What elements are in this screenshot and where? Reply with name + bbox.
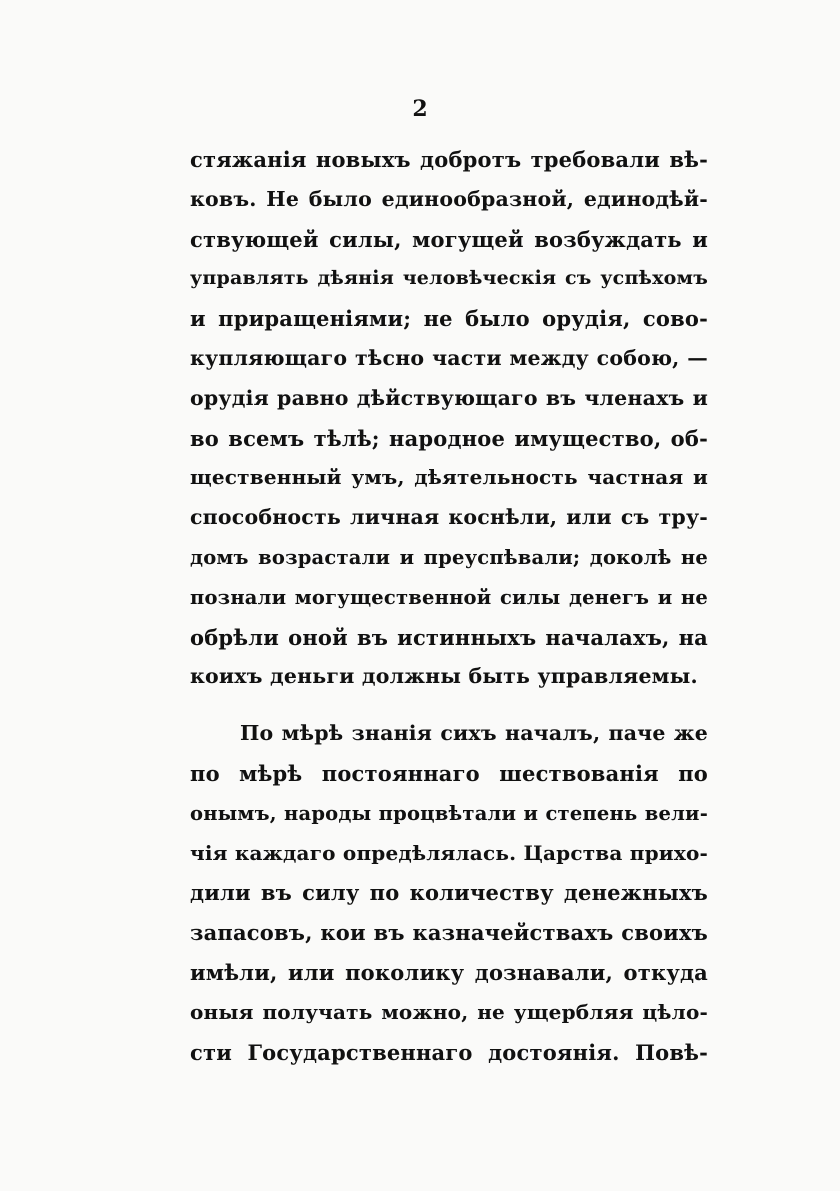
page-number: 2 (412, 96, 428, 122)
text-line: ковъ. Не было единообразной, единодѣй- (190, 186, 708, 211)
text-line: коихъ деньги должны быть управляемы. (190, 664, 698, 689)
text-line: запасовъ, кои въ казначействахъ своихъ (190, 920, 708, 946)
text-line: дили въ силу по количеству денежныхъ (190, 880, 708, 906)
text-line: оныя получать можно, не ущербляя цѣло- (190, 999, 708, 1024)
text-line: купляющаго тѣсно части между собою, — (190, 345, 708, 370)
text-line: онымъ, народы процвѣтали и степень вели- (190, 801, 708, 825)
text-line: сти Государственнаго достоянія. Повѣ- (190, 1039, 708, 1065)
text-line: имѣли, или поколику дознавали, откуда (190, 959, 708, 985)
text-line: стяжанія новыхъ добротъ требовали вѣ- (190, 147, 708, 172)
text-line: по мѣрѣ постояннаго шествованія по (190, 760, 708, 786)
text-line: чія каждаго опредѣлялась. Царства прихо- (190, 840, 708, 865)
text-line: обрѣли оной въ истинныхъ началахъ, на (190, 624, 708, 650)
body-text (190, 140, 708, 1072)
text-line: познали могущественной силы денегъ и не (190, 585, 708, 609)
text-line: домъ возрастали и преуспѣвали; доколѣ не (190, 545, 708, 569)
text-line: орудія равно дѣйствующаго въ членахъ и (190, 385, 708, 410)
text-line: и приращеніями; не было орудія, сово- (190, 306, 708, 332)
text-line: щественный умъ, дѣятельность частная и (190, 465, 708, 490)
paragraph-gap (190, 697, 708, 714)
text-line: во всемъ тѣлѣ; народное имущество, об- (190, 425, 708, 451)
text-line: По мѣрѣ знанія сихъ началъ, паче же (240, 721, 708, 746)
text-line: ствующей силы, могущей возбуждать и (190, 226, 708, 252)
text-line: способность личная коснѣли, или съ тру- (190, 505, 708, 530)
text-line: управлять дѣянія человѣческія съ успѣхомъ (190, 267, 708, 290)
